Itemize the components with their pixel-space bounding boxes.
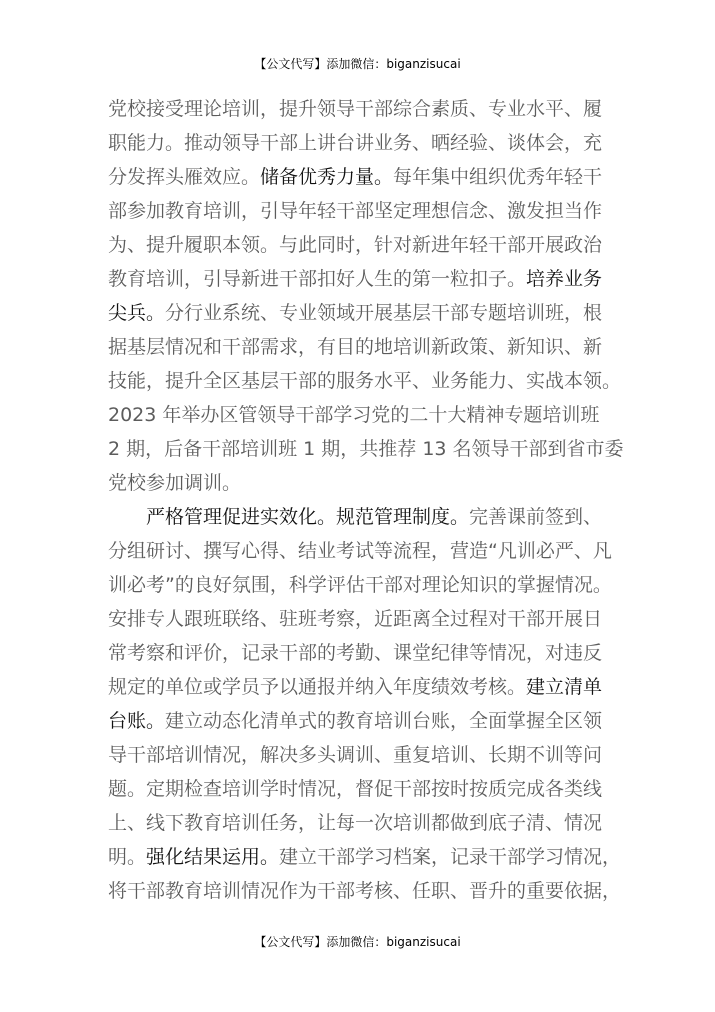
text-line [108, 432, 624, 466]
body-text: 明。 [108, 846, 147, 868]
text-line [108, 534, 612, 568]
text-line [108, 398, 608, 432]
text-line [108, 602, 608, 636]
text-line [108, 772, 608, 806]
text-line [108, 262, 608, 296]
text-line [108, 874, 622, 908]
body-text: 导干部培训情况，解决多头调训、重复培训、长期不训等问 [108, 744, 603, 766]
body-text: 题。定期检查培训学时情况，督促干部按时按质完成各类线 [108, 778, 603, 800]
body-text: 上、线下教育培训任务，让每一次培训都做到底子清、情况 [108, 812, 603, 834]
body-text: 2023 年举办区管领导干部学习党的二十大精神专题培训班 [108, 404, 600, 426]
text-line [108, 194, 608, 228]
text-line [108, 636, 608, 670]
body-text: 完善课前签到、 [469, 506, 603, 528]
body-text: 分行业系统、专业领域开展基层干部专题培训班，根 [165, 302, 603, 324]
body-text: 将干部教育培训情况作为干部考核、任职、晋升的重要依据， [108, 880, 622, 902]
body-text: 规定的单位或学员予以通报并纳入年度绩效考核。 [108, 676, 527, 698]
text-line [108, 92, 608, 126]
text-line [108, 806, 608, 840]
body-text: 职能力。推动领导干部上讲台讲业务、晒经验、谈体会，充 [108, 132, 603, 154]
text-line [108, 228, 608, 262]
bold-heading-text: 尖兵。 [108, 302, 166, 324]
body-text: 分组研讨、撰写心得、结业考试等流程，营造“凡训必严、凡 [108, 540, 612, 562]
text-line [108, 364, 622, 398]
bold-heading-text: 培养业务 [526, 268, 603, 290]
text-line [108, 330, 608, 364]
body-text: 分发挥头雁效应。 [108, 166, 261, 188]
text-line [108, 568, 612, 602]
body-text: 教育培训，引导新进干部扣好人生的第一粒扣子。 [108, 268, 527, 290]
body-text: 部参加教育培训，引导年轻干部坚定理想信念、激发担当作 [108, 200, 603, 222]
text-line [108, 466, 608, 500]
body-text: 建立动态化清单式的教育培训台账，全面掌握全区领 [165, 710, 603, 732]
footer-prefix: 【公文代写】添加微信： [254, 935, 387, 949]
text-line [108, 738, 608, 772]
header-wechat-id: biganzisucai [386, 57, 461, 71]
bold-heading-text: 严格管理促进实效化。规范管理制度。 [146, 506, 470, 528]
text-line [108, 500, 608, 534]
body-text: 建立干部学习档案，记录干部学习情况， [279, 846, 622, 868]
body-text: 党校接受理论培训，提升领导干部综合素质、专业水平、履 [108, 98, 603, 120]
text-line [108, 296, 608, 330]
header-prefix: 【公文代写】添加微信： [254, 57, 387, 71]
bold-heading-text: 强化结果运用。 [146, 846, 280, 868]
body-text: 为、提升履职本领。与此同时，针对新进年轻干部开展政治 [108, 234, 603, 256]
bold-heading-text: 台账。 [108, 710, 166, 732]
text-line [108, 704, 608, 738]
bold-heading-text: 建立清单 [526, 676, 603, 698]
text-line [108, 840, 622, 874]
body-text: 技能，提升全区基层干部的服务水平、业务能力、实战本领。 [108, 370, 622, 392]
body-text: 党校参加调训。 [108, 472, 242, 494]
bold-heading-text: 储备优秀力量。 [260, 166, 394, 188]
text-line [108, 670, 608, 704]
text-line [108, 126, 608, 160]
text-line [108, 160, 608, 194]
body-text: 据基层情况和干部需求，有目的地培训新政策、新知识、新 [108, 336, 603, 358]
footer-wechat-id: biganzisucai [386, 935, 461, 949]
page-header [0, 55, 715, 72]
document-body [108, 92, 624, 908]
page-footer [0, 933, 715, 950]
body-text: 常考察和评价，记录干部的考勤、课堂纪律等情况，对违反 [108, 642, 603, 664]
body-text: 训必考”的良好氛围，科学评估干部对理论知识的掌握情况。 [108, 574, 612, 596]
body-text: 每年集中组织优秀年轻干 [393, 166, 603, 188]
body-text: 2 期，后备干部培训班 1 期，共推荐 13 名领导干部到省市委 [108, 438, 624, 460]
body-text: 安排专人跟班联络、驻班考察，近距离全过程对干部开展日 [108, 608, 603, 630]
